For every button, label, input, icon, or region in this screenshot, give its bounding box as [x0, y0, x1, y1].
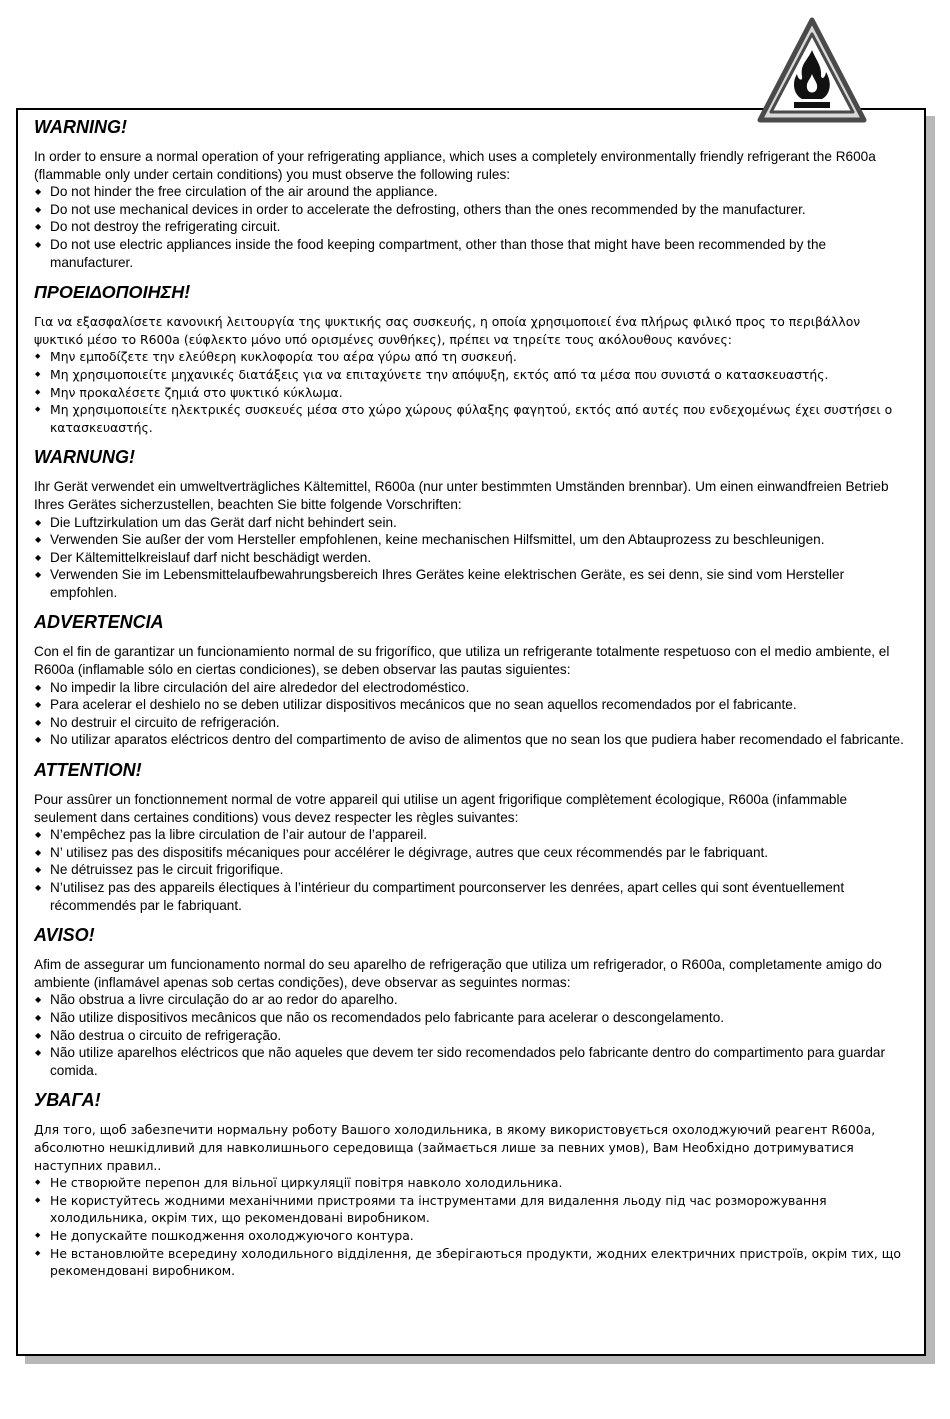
rule-item: ◆ Не допускайте пошкодження охолоджуючого контура. — [34, 1227, 912, 1245]
rule-item: ◆ Не встановлюйте всередину холодильного відділення, де зберігаються продукти, жодних електричних пристроїв, окрім тих, що рекомендовані виробником. — [34, 1245, 912, 1280]
section-french — [34, 759, 912, 914]
rule-item: ◆ Die Luftzirkulation um das Gerät darf nicht behindert sein. — [34, 514, 912, 532]
rules-list — [34, 1174, 912, 1280]
rule-item: ◆ Não obstrua a livre circulação do ar ao redor do aparelho. — [34, 991, 912, 1009]
section-english — [34, 116, 912, 271]
rule-item: ◆ No impedir la libre circulación del aire alrededor del electrodoméstico. — [34, 679, 912, 697]
rule-item: ◆ Μη χρησιμοποιείτε ηλεκτρικές συσκευές μέσα στο χώρο χώρους φύλαξης φαγητού, εκτός από αυτές που ενδεχομένως έχει συστήσει ο κατασκευαστής. — [34, 401, 912, 436]
section-ukrainian — [34, 1089, 912, 1279]
section-greek — [34, 281, 912, 436]
rule-item: ◆ Μην προκαλέσετε ζημιά στο ψυκτικό κύκλωμα. — [34, 384, 912, 402]
rule-item: ◆ Não utilize aparelhos eléctricos que não aqueles que devem ter sido recomendados pelo fabricante dentro do compartimento para guardar comida. — [34, 1044, 912, 1079]
rule-item: ◆ Do not use mechanical devices in order to accelerate the defrosting, others than the ones recommended by the manufacturer. — [34, 201, 912, 219]
section-spanish — [34, 611, 912, 749]
rule-item: ◆ No destruir el circuito de refrigeración. — [34, 714, 912, 732]
rules-list — [34, 183, 912, 271]
section-heading: ADVERTENCIA — [34, 612, 164, 633]
rule-item: ◆ Ne détruissez pas le circuit frigorifique. — [34, 861, 912, 879]
rule-item: ◆ Do not use electric appliances inside the food keeping compartment, other than those that might have been recommended by the manufacturer. — [34, 236, 912, 271]
rule-item: ◆ N’ utilisez pas des dispositifs mécaniques pour accélérer le dégivrage, autres que ceux récommendés par le fabriquant. — [34, 844, 912, 862]
section-heading: AVISO! — [34, 925, 95, 946]
rules-list — [34, 514, 912, 602]
rule-item: ◆ Não utilize dispositivos mecânicos que não os recomendados pelo fabricante para acelerar o descongelamento. — [34, 1009, 912, 1027]
flammable-warning-icon — [756, 16, 868, 126]
section-heading: WARNUNG! — [34, 447, 135, 468]
warning-content — [34, 116, 912, 1282]
section-intro: Con el fin de garantizar un funcionamiento normal de su frigorífico, que utiliza un refrigerante totalmente respetuoso con el medio ambiente, el R600a (inflamable sólo en ciertas condiciones), se deben observar las pautas siguientes: — [34, 644, 890, 678]
rule-item: ◆ Der Kältemittelkreislauf darf nicht beschädigt werden. — [34, 549, 912, 567]
rule-item: ◆ Не створюйте перепон для вільної циркуляції повітря навколо холодильника. — [34, 1174, 912, 1192]
rule-item: ◆ Μη χρησιμοποιείτε μηχανικές διατάξεις για να επιταχύνετε την απόψυξη, εκτός από τα μέσα που συνιστά ο κατασκευαστής. — [34, 366, 912, 384]
section-intro: Pour assûrer un fonctionnement normal de votre appareil qui utilise un agent frigorifique complètement écologique, R600a (infammable seulement dans certaines conditions) vous devez respecter les règles suivantes: — [34, 792, 848, 825]
warning-box — [16, 108, 926, 1356]
section-heading: ΠΡΟΕΙΔΟΠΟΙΗΣΗ! — [34, 282, 191, 303]
rules-list — [34, 826, 912, 914]
section-heading: УВАГА! — [34, 1090, 101, 1111]
section-heading: WARNING! — [34, 117, 127, 137]
section-portuguese — [34, 924, 912, 1079]
section-intro: In order to ensure a normal operation of your refrigerating appliance, which uses a completely environmentally friendly refrigerant the R600a (flammable only under certain conditions) you must observe the following rules: — [34, 149, 876, 182]
rule-item: ◆ No utilizar aparatos eléctricos dentro del compartimento de aviso de alimentos que no sean los que pudiera haber recomendado el fabricante. — [34, 731, 912, 749]
rules-list — [34, 679, 912, 749]
rule-item: ◆ Não destrua o circuito de refrigeração. — [34, 1027, 912, 1045]
section-intro: Ihr Gerät verwendet ein umweltverträgliches Kältemittel, R600a (nur unter bestimmten Umständen brennbar). Um einen einwandfreien Betrieb Ihres Gerätes sicherzustellen, beachten Sie bitte folgende Vorschriften: — [34, 479, 889, 512]
rules-list — [34, 991, 912, 1079]
rule-item: ◆ Verwenden Sie im Lebensmittelaufbewahrungsbereich Ihres Gerätes keine elektrischen Geräte, es sei denn, sie sind vom Hersteller empfohlen. — [34, 566, 912, 601]
rule-item: ◆ Не користуйтесь жодними механічними пристроями та інструментами для видалення льоду під час розморожування холодильника, окрім тих, що рекомендовані виробником. — [34, 1192, 912, 1227]
rule-item: ◆ Do not hinder the free circulation of the air around the appliance. — [34, 183, 912, 201]
rule-item: ◆ N’utilisez pas des appareils électiques à l’intérieur du compartiment pourconserver les denrées, apart celles qui sont éventuellement récommendés par le fabriquant. — [34, 879, 912, 914]
rule-item: ◆ N’empêchez pas la libre circulation de l’air autour de l’appareil. — [34, 826, 912, 844]
section-intro: Για να εξασφαλίσετε κανονική λειτουργία της ψυκτικής σας συσκευής, η οποία χρησιμοποιεί ένα πλήρως φιλικό προς το περιβάλλον ψυκτικό μέσο το R600a (εύφλεκτο μόνο υπό ορισμένες συνθήκες), πρέπει να τηρείτε τους ακόλουθους κανόνες: — [34, 314, 861, 347]
section-heading: ATTENTION! — [34, 760, 142, 781]
rule-item: ◆ Verwenden Sie außer der vom Hersteller empfohlenen, keine mechanischen Hilfsmittel, um den Abtauprozess zu beschleunigen. — [34, 531, 912, 549]
rule-item: ◆ Do not destroy the refrigerating circuit. — [34, 218, 912, 236]
rule-item: ◆ Μην εμποδίζετε την ελεύθερη κυκλοφορία του αέρα γύρω από τη συσκευή. — [34, 348, 912, 366]
rule-item: ◆ Para acelerar el deshielo no se deben utilizar dispositivos mecánicos que no sean aquellos recomendados por el fabricante. — [34, 696, 912, 714]
section-intro: Для того, щоб забезпечити нормальну роботу Вашого холодильника, в якому використовується охолоджуючий реагент R600a, абсолютно нешкідливий для навколишнього середовища (займається лише за певних умов), Вам Необхідно дотримуватися наступних правил.. — [34, 1122, 876, 1173]
rules-list — [34, 348, 912, 436]
section-german — [34, 446, 912, 601]
section-intro: Afim de assegurar um funcionamento normal do seu aparelho de refrigeração que utiliza um refrigerador, o R600a, completamente amigo do ambiente (inflamável apenas sob certas condições), deve observar as seguintes normas: — [34, 957, 882, 990]
